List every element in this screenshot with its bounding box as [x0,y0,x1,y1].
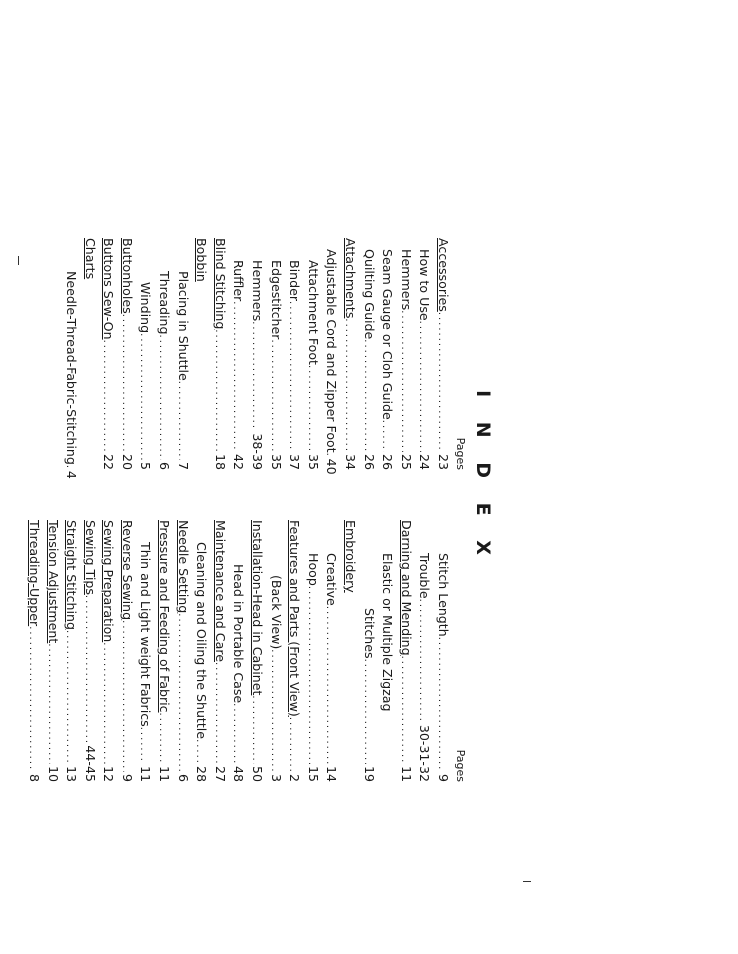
index-entry-page: 9 [119,773,135,782]
index-entry-label: Threading [157,271,173,335]
index-entry-label: Winding [138,282,154,334]
index-entry-page: 26 [361,453,377,470]
dot-leader [227,703,246,764]
index-entry-page: 50 [250,765,266,782]
dot-leader [338,318,357,452]
index-entry-label: Stitches [361,608,377,659]
index-entry-label: Placing in Shuttle [175,271,191,381]
dot-leader [115,314,134,452]
index-entry-label: Buttonholes [119,238,135,314]
index-entry [210,238,229,470]
index-entry [378,238,397,470]
index-entry-page: 24 [417,453,433,470]
index-entry-page: 37 [287,453,303,470]
dot-leader [78,595,97,744]
index-entry [247,238,266,470]
index-entry-page: 28 [194,765,210,782]
index-entry-label: Accessories [436,238,451,312]
index-entry [62,520,81,782]
dot-leader [171,613,190,772]
index-entry-page: 11 [138,765,154,782]
dot-leader [41,643,60,764]
index-entry-label: Darning and Mending [398,520,414,656]
index-entry-label: Quilting Guide [361,249,377,340]
index-entry-page: 13 [64,765,80,782]
dot-leader [153,713,172,764]
index-entry [415,238,434,470]
index-entry [322,520,341,782]
index-entry-page: 11 [398,765,414,782]
index-entry-page: 14 [324,765,340,782]
index-entry [415,520,434,782]
index-entry-page: 2 [287,773,303,782]
index-entry-label: Hemmers [250,260,266,322]
index-entry-page: 9 [436,773,451,782]
index-entry-label: Seam Gauge or Cloh Guide [380,249,396,420]
index-entry-label: Sewing Tips [82,520,98,595]
index-entry [173,238,192,470]
index-entry-page: 8 [26,773,42,782]
index-entry-label: How to Use [417,249,433,321]
dot-leader [394,656,413,764]
index-entry-label: Installation-Head in Cabinet [250,520,266,696]
dot-leader [208,662,227,764]
index-entry-page: 7 [175,461,191,470]
index-entries-left [62,238,452,479]
index-entry-label: Embroidery [343,520,359,593]
dot-leader [431,312,450,452]
dot-leader [153,335,172,460]
index-entries-right [24,520,452,782]
index-entry-label: Attachments [343,238,359,319]
index-entry-label: Trouble [417,553,433,599]
index-entry [173,520,192,782]
index-entry [247,520,266,782]
dot-leader [394,310,413,452]
dot-leader [227,301,246,452]
index-entry [303,520,322,782]
dot-leader [97,642,116,764]
index-entry-label: Elastic or Multiple Zigzag [380,553,396,712]
index-entry-page: 3 [268,773,284,782]
index-entry-label: Adjustable Cord and Zipper Foot [324,249,340,453]
index-entry [43,520,62,782]
dot-leader [134,727,153,764]
index-entry [285,520,304,782]
index-entry-page: 15 [305,765,321,782]
index-entry-label: Hemmers [398,249,414,311]
index-entry-label: Attachment Foot [305,260,321,365]
index-entry [396,238,415,470]
index-entry [433,238,452,470]
index-entry-label: Sewing Preparation [101,520,117,643]
index-entry-page: 48 [231,765,247,782]
index-entry [155,238,174,470]
index-entry-page: 11 [157,765,173,782]
index-entry-label: Reverse Sewing [119,520,135,621]
index-entry [229,238,248,470]
index-entry [117,238,136,470]
index-entry-page: 25 [398,453,414,470]
dot-leader [134,333,153,460]
index-entry-label: Ruffler [231,260,247,302]
dot-leader [320,606,339,764]
dot-leader [22,626,41,772]
index-entry [136,238,155,470]
index-entry-label: Charts [82,238,98,280]
index-entry-page: 20 [119,453,135,470]
index-entry-page: 34 [343,453,359,470]
index-entry-label: Binder [287,260,303,302]
index-entry-page: 4 [64,470,80,479]
dot-leader [283,717,302,772]
dot-leader [245,321,264,431]
index-entry-page: 19 [361,765,377,782]
index-entry-page: 35 [305,453,321,470]
index-entry-label: Blind Stitching [212,238,228,330]
index-entry-page: 35 [268,453,284,470]
index-entry-label: Needle Setting [175,520,191,614]
dot-leader [357,659,376,764]
dot-leader [301,586,320,764]
index-entry [340,238,359,470]
index-entry [396,520,415,782]
index-entry-label: Tension Adjustment [45,520,61,644]
index-entry-label: Buttons Sew-On [101,238,117,340]
index-entry-page: 27 [212,765,228,782]
index-entry-label: Hoop [305,553,321,586]
index-entry-label: Cleaning and Oiling the Shuttle [194,542,210,740]
dot-leader [171,381,190,460]
index-entry-label: Needle-Thread-Fabric-Stitching [64,271,80,465]
dot-leader [115,620,134,772]
index-entry [155,520,174,782]
index-entry [99,520,118,782]
index-entry-page: 38-39 [250,433,266,470]
index-entry [266,520,285,782]
dot-leader [413,599,432,723]
index-entry-label: Threading-Upper [26,520,42,627]
index-entry [285,238,304,470]
index-entry-page: 6 [175,773,191,782]
index-entry-page: 42 [231,453,247,470]
index-entry-label: Features and Parts (Front View) [287,520,303,717]
index-entry [229,520,248,782]
index-entry [359,238,378,470]
index-title: I N D E X [472,390,494,564]
dot-leader [245,695,264,764]
dot-leader [264,649,283,772]
index-entry-label: (Back View) [268,575,284,650]
pages-header-left: Pages [454,437,467,470]
dot-leader [283,301,302,452]
dot-leader [60,630,79,764]
index-entry-label: Edgestitcher [268,260,284,340]
dot-leader [97,340,116,452]
dot-leader [190,739,209,764]
index-entry [62,238,81,479]
index-entry-label: Creative [324,553,340,606]
index-entry [99,238,118,470]
index-entry-page: 10 [45,765,61,782]
index-entry-page: 5 [138,461,154,470]
index-entry-label: Head in Portable Case [231,564,247,704]
index-entry-page: 40 [324,458,340,475]
dot-leader [357,339,376,452]
index-entry-label: Thin and Light weight Fabrics [138,542,154,727]
index-entry [266,238,285,470]
dot-leader [431,637,450,772]
index-entry-page: 6 [157,461,173,470]
index-entry-page: 18 [212,453,228,470]
index-entry [303,238,322,470]
dot-leader [264,339,283,452]
pages-header-right: Pages [454,749,467,782]
dot-leader [208,329,227,452]
dot-leader [413,321,432,452]
index-column-right [24,520,468,782]
index-entry-label: Bobbin [194,238,210,282]
index-entry-page: 22 [101,453,117,470]
index-entry-label: Pressure and Feeding of Fabric [157,520,173,713]
index-entry-page: 44-45 [82,745,98,782]
index-entry [192,520,211,782]
index-entry-page: 26 [380,453,396,470]
index-entry-page: 30-31-32 [417,724,433,782]
index-entry [322,238,341,475]
index-column-left [62,238,468,479]
index-entry [433,520,452,782]
index-entry [117,520,136,782]
index-entry [24,520,43,782]
dot-leader [301,365,320,452]
index-entry-label: Maintenance and Care [212,520,228,662]
dot-leader [376,420,395,452]
index-entry-page: 23 [436,453,451,470]
index-entry [359,520,378,782]
index-entry-label: Stitch Length [436,553,451,637]
index-entry [80,520,99,782]
index-entry-page: 12 [101,765,117,782]
index-entry [210,520,229,782]
index-entry-label: Straight Stitching [64,520,80,630]
index-entry [136,520,155,782]
